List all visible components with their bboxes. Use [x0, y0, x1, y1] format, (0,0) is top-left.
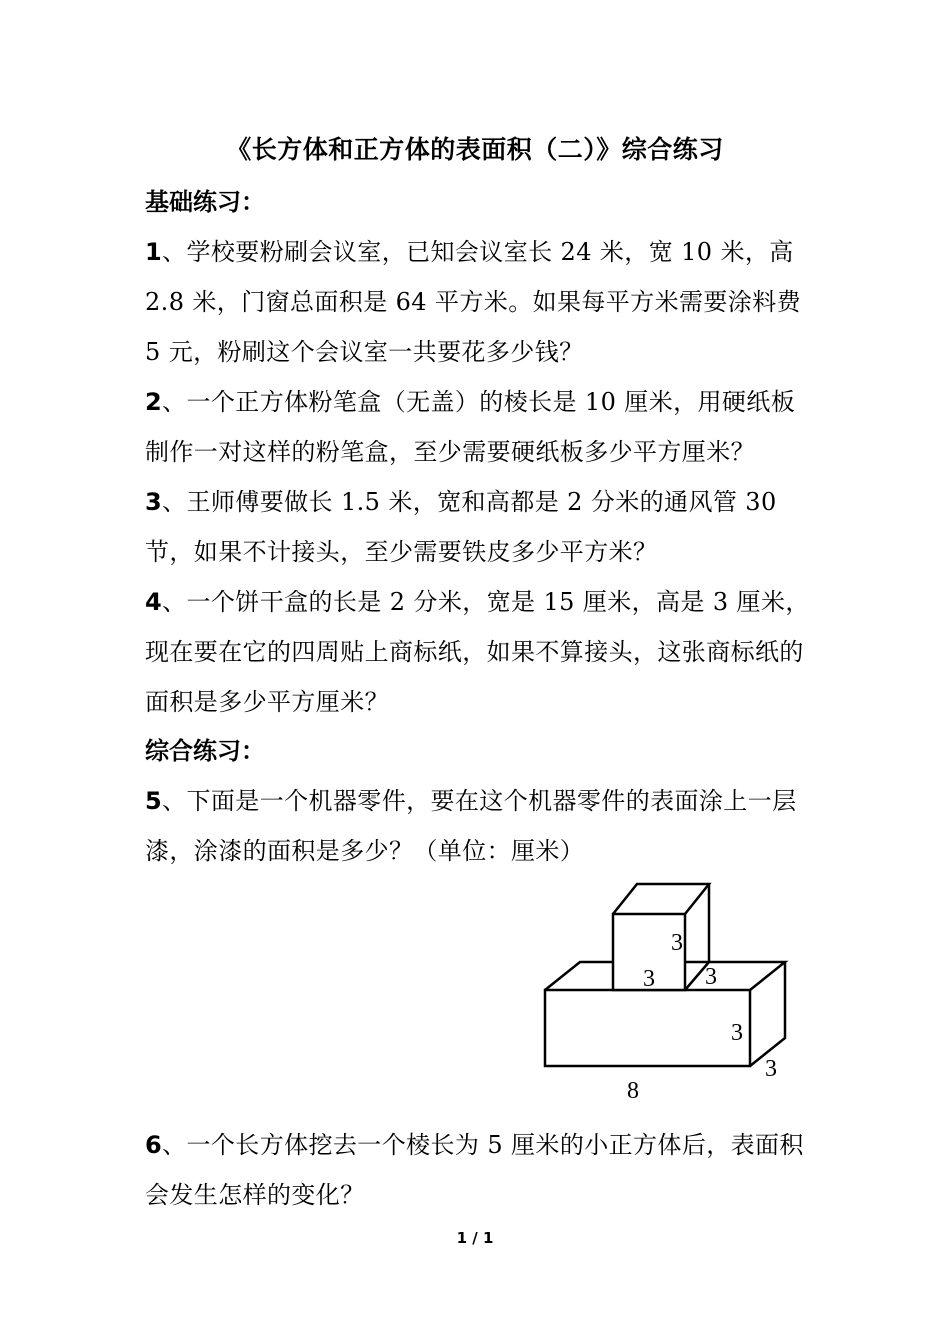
- label-box-depth: 3: [765, 1056, 777, 1082]
- label-cube-height: 3: [671, 930, 683, 956]
- question-number: 2: [145, 388, 163, 416]
- question-text: 、王师傅要做长 1.5 米，宽和高都是 2 分米的通风管 30 节，如果不计接头，至少需要铁皮多少平方米？: [145, 488, 777, 566]
- box-front-face: [545, 990, 750, 1066]
- section-heading-comprehensive: 综合练习：: [145, 737, 265, 765]
- question-text: 、一个正方体粉笔盒（无盖）的棱长是 10 厘米，用硬纸板制作一对这样的粉笔盒，至少需要硬纸板多少平方厘米？: [145, 388, 796, 466]
- question-number: 1: [145, 238, 163, 266]
- question-text: 、下面是一个机器零件，要在这个机器零件的表面涂上一层漆，涂漆的面积是多少？（单位：厘米）: [145, 787, 797, 865]
- question-number: 3: [145, 488, 163, 516]
- question-text: 、学校要粉刷会议室，已知会议室长 24 米，宽 10 米，高 2.8 米，门窗总面积是 64 平方米。如果每平方米需要涂料费 5 元，粉刷这个会议室一共要花多少钱？: [145, 238, 801, 366]
- question-3: [145, 477, 815, 577]
- question-number: 6: [145, 1131, 163, 1159]
- question-6: [145, 1120, 815, 1220]
- label-cube-width: 3: [643, 966, 655, 992]
- question-number: 4: [145, 588, 163, 616]
- label-box-length: 8: [627, 1078, 639, 1104]
- question-1: [145, 227, 815, 377]
- label-cube-depth: 3: [705, 964, 717, 990]
- question-5: [145, 776, 815, 876]
- page-number: 1 / 1: [456, 1229, 494, 1247]
- label-box-height: 3: [731, 1020, 743, 1046]
- question-text: 、一个饼干盒的长是 2 分米，宽是 15 厘米，高是 3 厘米，现在要在它的四周贴上商标纸，如果不算接头，这张商标纸的面积是多少平方厘米？: [145, 588, 810, 716]
- page-title: 《长方体和正方体的表面积（二）》综合练习: [226, 135, 724, 164]
- machine-part-figure: [535, 870, 795, 1110]
- section-heading-basic: 基础练习：: [145, 188, 265, 216]
- question-2: [145, 377, 815, 477]
- question-text: 、一个长方体挖去一个棱长为 5 厘米的小正方体后，表面积会发生怎样的变化？: [145, 1131, 804, 1209]
- machine-part-diagram: [535, 870, 795, 1110]
- question-number: 5: [145, 787, 163, 815]
- question-4: [145, 577, 815, 727]
- cube-top-face: [613, 884, 709, 914]
